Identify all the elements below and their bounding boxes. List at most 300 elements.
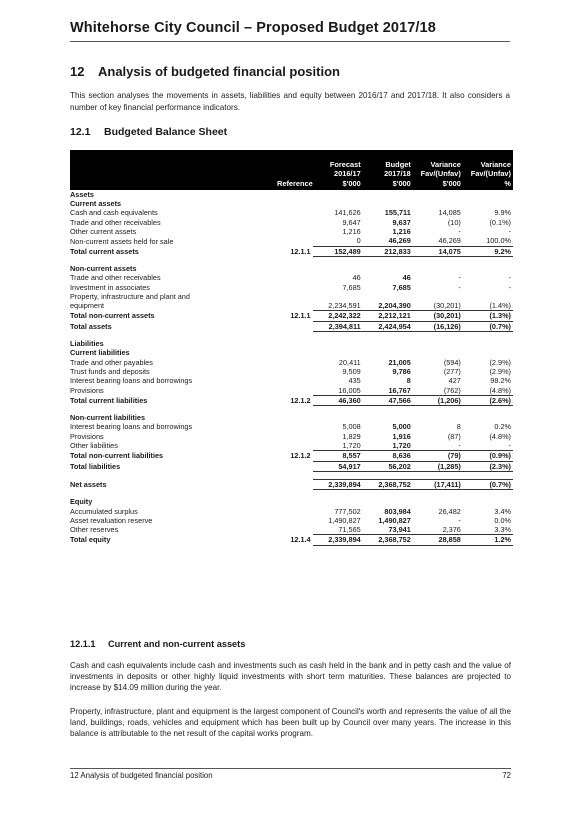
row-reference [277,516,313,525]
row-variance-percent: (2.3%) [463,461,513,471]
row-variance-amount: (1,285) [413,461,463,471]
row-forecast [313,497,363,506]
row-variance-amount: (16,126) [413,321,463,331]
row-label: Total current assets [70,246,139,256]
paragraph-cash: Cash and cash equivalents include cash and investments such as cash held in the bank and in petty cash and the value of investments in deposits or other highly liquid investments with short term maturities. These balances are projected to increase by $14.09 million during the year. [70,661,511,693]
row-budget: 56,202 [363,461,413,471]
row-variance-percent: 3.3% [463,525,513,535]
total-row [70,246,513,256]
header-variance-percent-line3: % [463,179,513,190]
row-forecast [313,292,363,301]
row-forecast [313,190,363,199]
row-label: Total assets [70,321,112,331]
spacer-row [70,406,513,414]
row-variance-amount: - [413,441,463,451]
table-row [70,422,513,431]
row-variance-amount [413,348,463,357]
row-variance-amount: 28,858 [413,535,463,545]
row-budget [363,190,413,199]
row-variance-percent: (2.9%) [489,366,511,376]
row-budget: 7,685 [392,282,411,292]
row-reference [277,422,313,431]
row-label: Other liabilities [70,441,118,451]
row-label: Assets [70,189,94,199]
row-variance-percent [463,264,513,273]
table-row [70,283,513,292]
row-variance-percent: 0.2% [494,422,511,432]
document-header-title: Whitehorse City Council – Proposed Budget 2017/18 [70,20,436,36]
row-reference [277,441,313,451]
row-budget: 5,000 [392,422,411,432]
row-variance-percent: - [463,441,513,451]
row-variance-percent: (0.7%) [463,479,513,489]
row-variance-percent: (4.8%) [489,431,511,441]
total-row [70,311,513,321]
spacer-row [70,471,513,479]
spacer-cell [413,332,463,340]
row-reference [277,339,313,348]
row-forecast: 2,394,811 [313,321,363,331]
row-budget [363,264,413,273]
row-label: Trade and other payables [70,357,153,367]
row-forecast: 1,216 [342,227,361,237]
row-variance-percent: 1.2% [463,535,513,545]
row-forecast: 16,005 [313,386,363,396]
row-budget: 2,204,390 [363,301,413,311]
total-row [70,535,513,545]
row-variance-amount: 14,075 [413,246,463,256]
footer-section-label: 12 Analysis of budgeted financial position [70,771,213,780]
row-budget: 2,424,954 [363,321,413,331]
table-row [70,507,513,516]
row-label: Non-current assets held for sale [70,236,174,246]
row-variance-percent: (0.1%) [489,217,511,227]
spacer-cell [363,471,413,479]
subsection-title: Budgeted Balance Sheet [104,126,228,138]
row-variance-percent [463,348,513,357]
row-reference [277,292,313,301]
row-forecast: 8,557 [313,451,363,461]
spacer-cell [277,332,313,340]
row-variance-amount: - [458,273,461,283]
row-reference [277,208,313,217]
row-forecast: 1,829 [342,431,361,441]
row-budget: 9,786 [392,366,411,376]
row-variance-amount: 427 [448,376,461,386]
spacer-cell [313,490,363,498]
spacer-cell [277,471,313,479]
row-variance-amount: (10) [447,217,461,227]
row-variance-amount: (30,201) [413,301,463,311]
row-budget: 803,984 [384,506,411,516]
row-variance-amount [413,292,463,301]
row-reference [277,479,313,489]
row-forecast: 9,647 [342,217,361,227]
row-budget: 16,767 [363,386,413,396]
header-forecast-line2: 2016/17 [313,169,363,178]
spacer-cell [313,471,363,479]
row-variance-amount: (277) [443,366,461,376]
spacer-row [70,332,513,340]
row-label: Non-current assets [70,263,137,273]
section-row [70,497,513,506]
row-forecast: 20,411 [338,357,361,367]
section-row [70,348,513,357]
spacer-cell [413,406,463,414]
row-label: Asset revaluation reserve [70,515,153,525]
row-reference [277,413,313,422]
table-body [70,190,513,545]
row-budget [363,339,413,348]
row-reference: 12.1.1 [290,311,311,321]
page-number: 72 [502,771,511,780]
row-variance-amount: (594) [443,357,461,367]
row-budget: 73,941 [363,525,413,535]
row-label: Provisions [70,385,104,395]
row-reference [277,348,313,357]
spacer-cell [463,256,513,264]
row-variance-percent: - [508,227,511,237]
row-variance-percent [463,190,513,199]
row-reference [277,273,313,282]
row-variance-percent: - [508,282,511,292]
spacer-cell [463,471,513,479]
row-forecast: 2,339,894 [313,535,363,545]
row-variance-amount [413,497,463,506]
row-budget: 2,368,752 [363,535,413,545]
row-label: Trust funds and deposits [70,366,150,376]
row-budget: 1,720 [363,441,413,451]
row-label: Equity [70,497,93,507]
row-variance-amount: 26,482 [438,506,461,516]
spacer-cell [413,490,463,498]
row-forecast: 1,720 [313,441,363,451]
row-variance-amount [413,339,463,348]
row-variance-amount: 2,376 [413,525,463,535]
row-variance-percent: 9.9% [494,208,511,218]
header-reference: Reference [277,179,313,190]
row-variance-percent: 0.0% [494,515,511,525]
row-budget: 8 [406,376,411,386]
row-forecast: 0 [313,236,363,246]
header-variance-amount-line1: Variance [413,160,463,169]
table-row [70,367,513,376]
header-forecast-line1: Forecast [313,160,363,169]
total-row [70,479,513,489]
header-budget-line2: 2017/18 [363,169,413,178]
header-variance-percent-line2: Fav/(Unfav) [463,169,513,178]
table-row [70,441,513,451]
row-forecast: 71,565 [313,525,363,535]
row-variance-percent: 98.2% [490,376,511,386]
subsubsection-title: Current and non-current assets [108,639,246,649]
row-variance-amount: (79) [413,451,463,461]
row-reference [277,301,313,311]
row-variance-amount: 46,269 [413,236,463,246]
row-forecast: 1,490,827 [328,515,361,525]
row-forecast: 435 [348,376,361,386]
spacer-cell [70,406,277,414]
row-label: Provisions [70,431,104,441]
row-forecast: 152,489 [313,246,363,256]
row-variance-amount: (87) [447,431,461,441]
row-budget: 46 [402,273,411,283]
row-label: Property, infrastructure and plant and [70,291,190,301]
spacer-cell [313,256,363,264]
section-row [70,190,513,199]
row-budget [363,199,413,208]
total-row [70,451,513,461]
row-label: Accumulated surplus [70,506,138,516]
row-reference [277,283,313,292]
spacer-cell [70,256,277,264]
row-variance-percent: 100.0% [463,236,513,246]
section-row [70,264,513,273]
row-label: Interest bearing loans and borrowings [70,422,193,432]
header-budget-line3: $'000 [363,179,413,190]
section-heading [70,64,340,79]
table-header [70,150,513,190]
spacer-cell [363,256,413,264]
spacer-cell [70,490,277,498]
row-budget [363,348,413,357]
spacer-cell [277,406,313,414]
row-forecast: 54,917 [313,461,363,471]
row-label: Total non-current assets [70,311,155,321]
spacer-cell [413,471,463,479]
row-label: Cash and cash equivalents [70,208,158,218]
row-variance-percent: (4.8%) [463,386,513,396]
row-budget: 21,005 [388,357,411,367]
row-variance-amount: (30,201) [413,311,463,321]
row-budget: 1,916 [392,431,411,441]
row-budget: 212,833 [363,246,413,256]
row-forecast [313,199,363,208]
row-reference [277,525,313,535]
row-label: Non-current liabilities [70,413,146,423]
row-label: Current assets [70,199,122,209]
spacer-row [70,490,513,498]
row-forecast: 46,360 [313,395,363,405]
spacer-cell [463,406,513,414]
subsubsection-heading [70,639,245,649]
spacer-row [70,256,513,264]
header-rule [70,41,510,42]
spacer-cell [363,332,413,340]
row-variance-amount [413,264,463,273]
row-label: Net assets [70,479,107,489]
row-label: Total equity [70,535,111,545]
row-reference [277,376,313,385]
row-variance-amount [413,413,463,422]
row-forecast: 5,008 [342,422,361,432]
row-forecast: 141,626 [334,208,361,218]
row-reference [277,264,313,273]
row-variance-amount: - [458,515,461,525]
row-forecast: 2,234,591 [313,301,363,311]
row-budget: 8,636 [363,451,413,461]
row-variance-percent [463,292,513,301]
row-variance-amount: - [458,282,461,292]
row-budget [363,413,413,422]
section-row [70,199,513,208]
row-variance-percent: (1.4%) [463,301,513,311]
section-row [70,339,513,348]
row-reference: 12.1.2 [290,451,311,461]
spacer-cell [313,332,363,340]
row-reference [277,199,313,208]
row-budget: 2,368,752 [363,479,413,489]
row-variance-amount [413,190,463,199]
section-title: Analysis of budgeted financial position [98,64,340,79]
header-budget-line1: Budget [363,160,413,169]
row-forecast: 2,339,894 [313,479,363,489]
section-intro: This section analyses the movements in assets, liabilities and equity between 2016/17 and 2017/18. It also considers a number of key financial performance indicators. [70,91,510,112]
table-row [70,301,513,311]
row-reference [277,367,313,376]
spacer-cell [277,256,313,264]
row-forecast: 9,509 [342,366,361,376]
row-reference [277,358,313,367]
row-label: Trade and other receivables [70,273,161,283]
spacer-cell [70,332,277,340]
row-budget: 1,490,827 [378,515,411,525]
row-variance-percent: (2.6%) [463,395,513,405]
row-variance-percent: 3.4% [494,506,511,516]
spacer-cell [413,256,463,264]
spacer-cell [313,406,363,414]
total-row [70,321,513,331]
header-variance-amount-line3: $'000 [413,179,463,190]
row-variance-amount: 14,085 [438,208,461,218]
row-variance-percent: (2.9%) [489,357,511,367]
row-label: equipment [70,301,105,311]
row-variance-amount [413,199,463,208]
row-reference: 12.1.2 [290,395,311,405]
row-variance-percent [463,339,513,348]
row-variance-percent: (0.7%) [463,321,513,331]
total-row [70,395,513,405]
subsection-number: 12.1 [70,126,91,138]
footer-rule [70,768,511,769]
table-row [70,273,513,282]
row-budget [363,497,413,506]
row-label: Total liabilities [70,461,121,471]
row-reference [277,218,313,227]
header-variance-amount-line2: Fav/(Unfav) [413,169,463,178]
row-reference [277,386,313,396]
row-budget: 47,566 [363,395,413,405]
table-row [70,525,513,535]
balance-sheet-table [70,150,513,546]
row-forecast: 46 [352,273,361,283]
header-variance-percent-line1: Variance [463,160,513,169]
row-forecast: 7,685 [342,282,361,292]
section-row [70,413,513,422]
row-label: Interest bearing loans and borrowings [70,376,193,386]
row-forecast: 2,242,322 [313,311,363,321]
table-row [70,218,513,227]
row-reference [277,321,313,331]
row-reference [277,190,313,199]
row-label: Other current assets [70,227,137,237]
row-budget: 46,269 [363,236,413,246]
row-reference: 12.1.4 [290,535,311,545]
table-row [70,386,513,396]
row-forecast [313,413,363,422]
row-variance-percent [463,199,513,208]
row-label: Investment in associates [70,282,150,292]
row-budget: 1,216 [392,227,411,237]
table-row [70,227,513,236]
row-label: Trade and other receivables [70,217,161,227]
row-reference [277,432,313,441]
row-variance-percent: - [508,273,511,283]
spacer-cell [363,490,413,498]
row-variance-percent: 9.2% [463,246,513,256]
row-reference [277,227,313,236]
row-label: Total current liabilities [70,395,148,405]
table-row [70,516,513,525]
row-budget: 2,212,121 [363,311,413,321]
subsection-heading [70,126,227,138]
row-variance-percent [463,413,513,422]
row-variance-percent: (0.9%) [463,451,513,461]
row-variance-amount: (762) [413,386,463,396]
row-reference [277,236,313,246]
table-row [70,432,513,441]
paragraph-property: Property, infrastructure, plant and equipment is the largest component of Council's worth and represents the value of all the land, buildings, roads, vehicles and equipment which has been built up by Council over many years. The increase in this balance is attributable to the net result of the capital works program. [70,707,511,739]
row-reference [277,461,313,471]
spacer-cell [363,406,413,414]
row-variance-amount: (17,411) [413,479,463,489]
row-label: Liabilities [70,339,104,349]
spacer-cell [70,471,277,479]
row-forecast [313,264,363,273]
row-forecast [313,339,363,348]
balance-sheet-table-wrapper [70,150,513,546]
row-budget: 155,711 [384,208,411,218]
row-label: Current liabilities [70,348,130,358]
subsubsection-number: 12.1.1 [70,639,96,649]
row-variance-percent [463,497,513,506]
row-label: Total non-current liabilities [70,451,164,461]
row-variance-percent: (1.3%) [463,311,513,321]
spacer-cell [463,490,513,498]
row-budget [363,292,413,301]
header-forecast-line3: $'000 [313,179,363,190]
row-variance-amount: - [458,227,461,237]
row-reference [277,497,313,506]
spacer-cell [463,332,513,340]
row-label: Other reserves [70,525,119,535]
table-row [70,292,513,301]
row-budget: 9,637 [392,217,411,227]
row-variance-amount: 8 [456,422,461,432]
spacer-cell [277,490,313,498]
section-number: 12 [70,64,85,79]
row-reference [277,507,313,516]
table-row [70,236,513,246]
table-row [70,376,513,385]
total-row [70,461,513,471]
row-reference: 12.1.1 [290,246,311,256]
row-forecast: 777,502 [334,506,361,516]
table-row [70,358,513,367]
table-row [70,208,513,217]
row-forecast [313,348,363,357]
row-variance-amount: (1,206) [413,395,463,405]
